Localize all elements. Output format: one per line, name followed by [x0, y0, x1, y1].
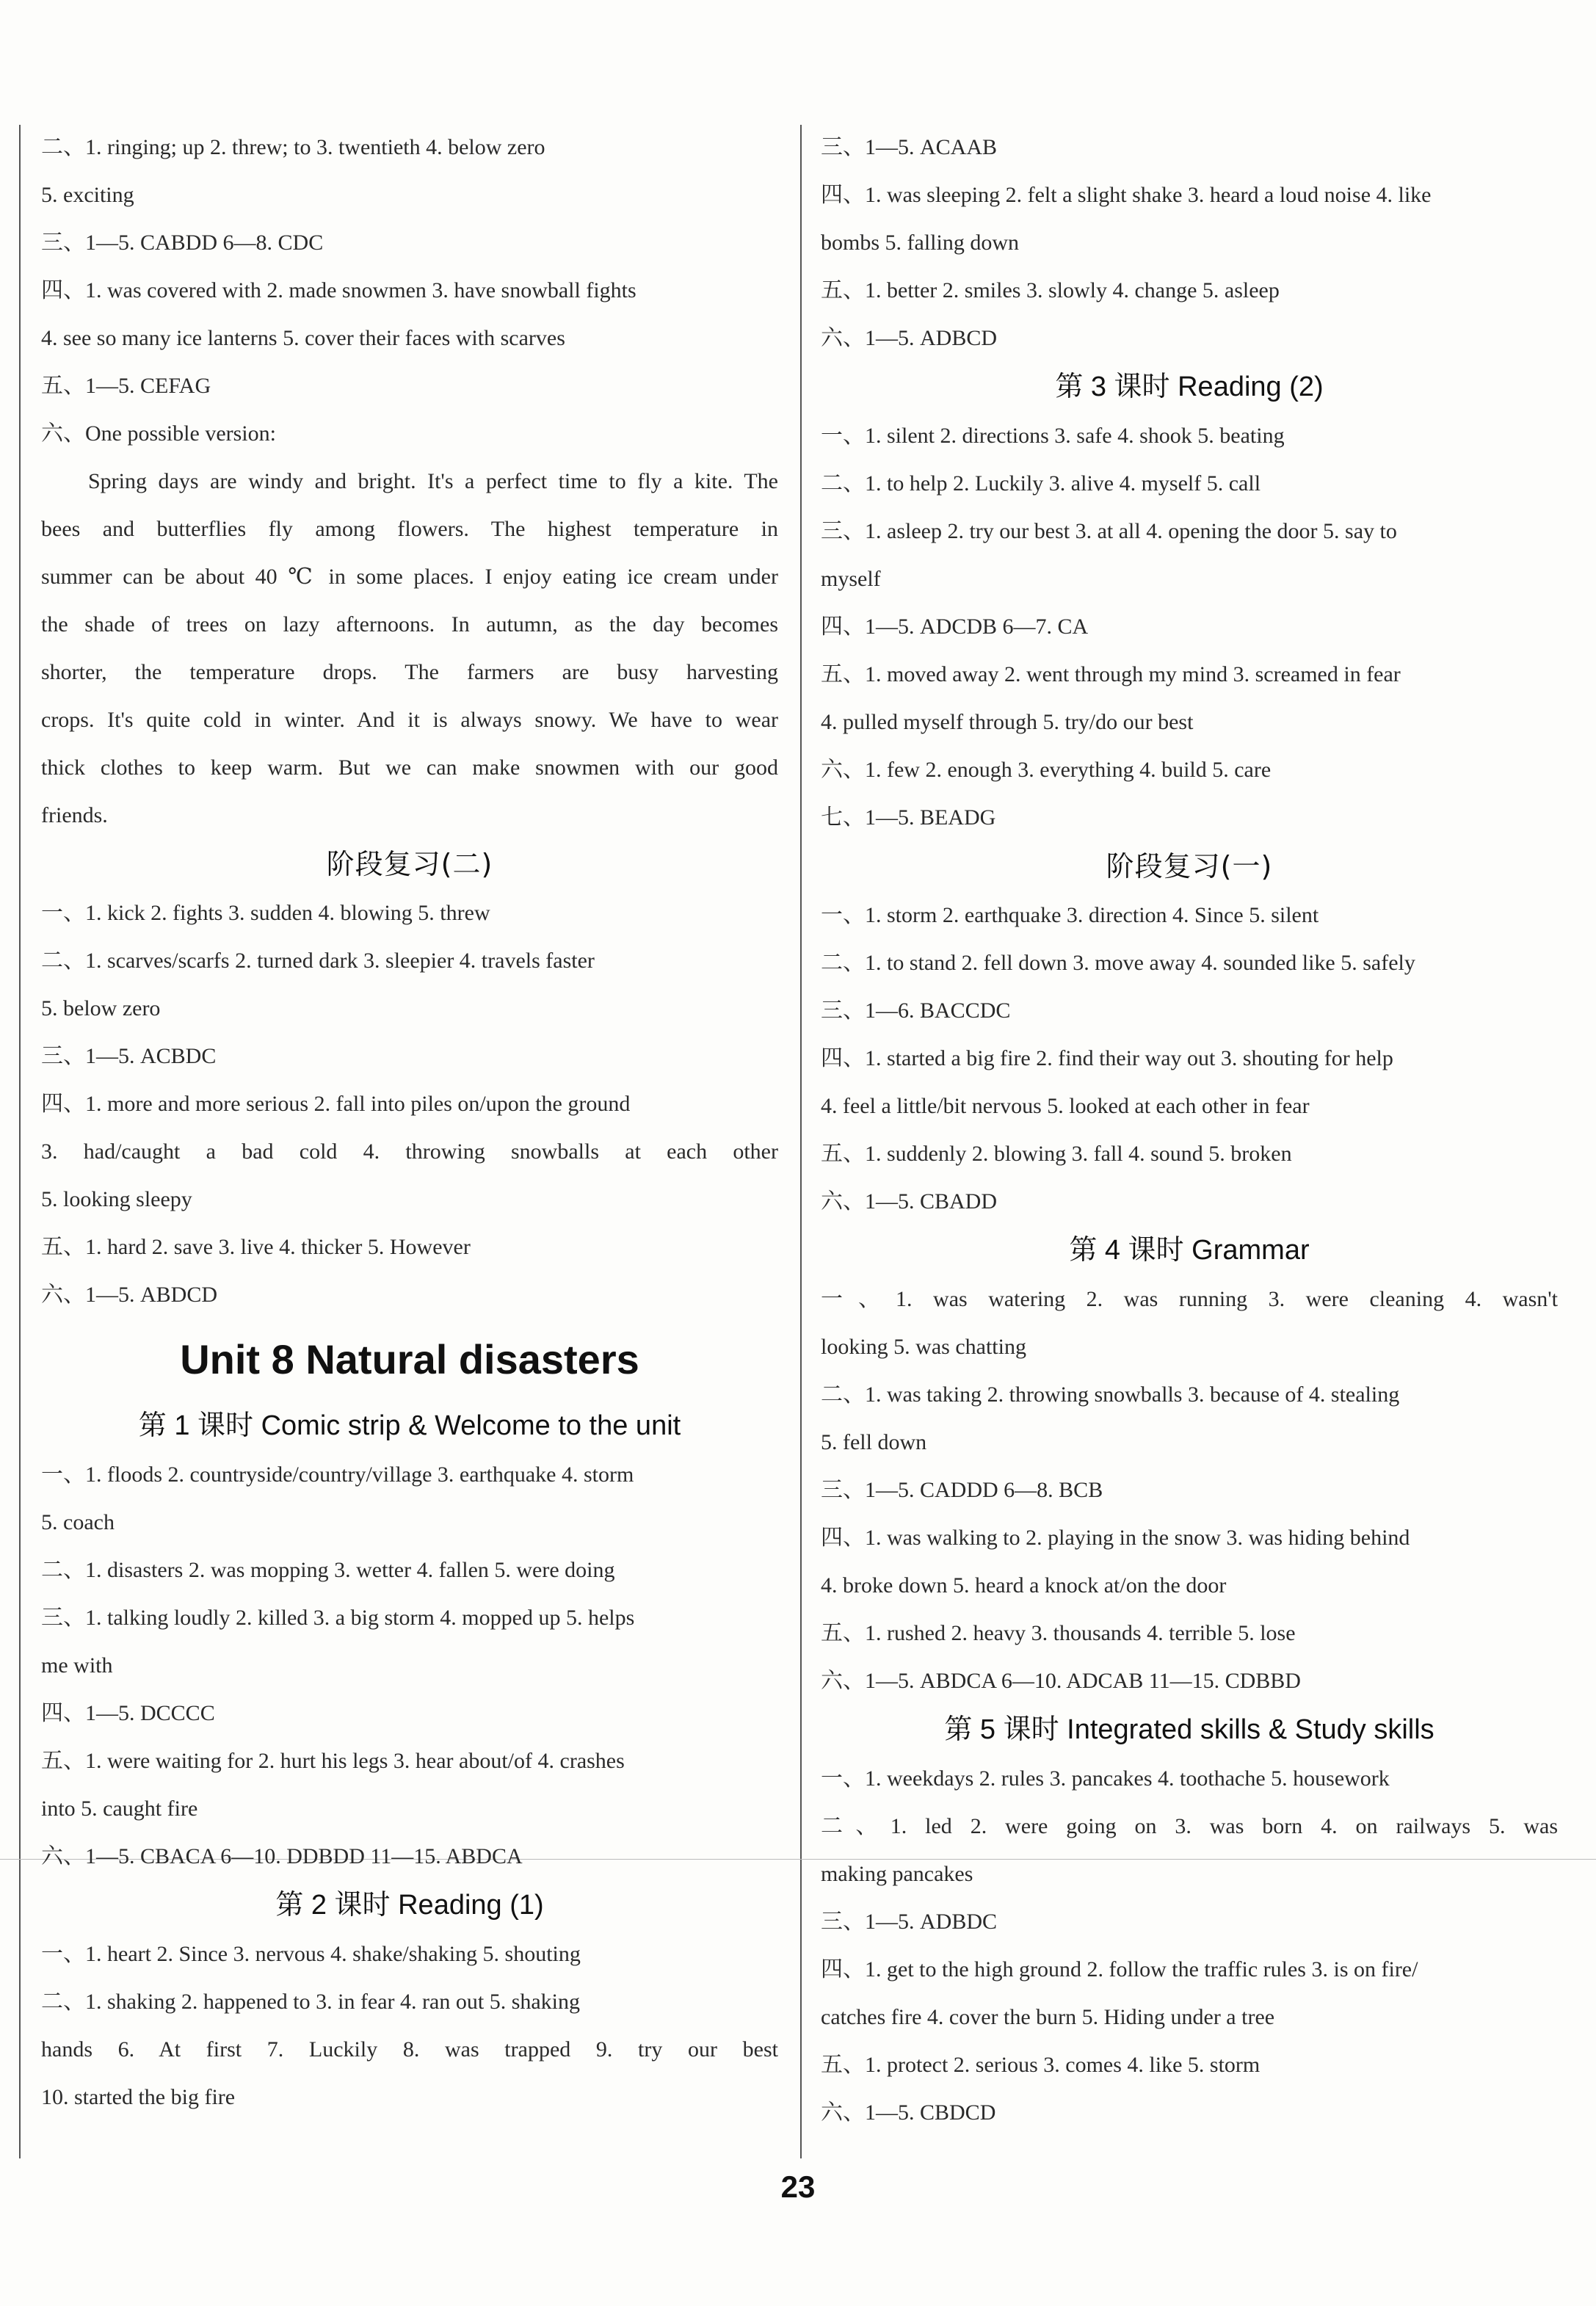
lesson-heading: 第 1 课时 Comic strip & Welcome to the unit	[138, 1410, 681, 1441]
answer-line: 三、1—6. BACCDC	[821, 998, 1011, 1023]
answer-line: 二、1. led 2. were going on 3. was born 4. on railways 5. was	[821, 1814, 1558, 1838]
lesson-heading: 第 3 课时 Reading (2)	[1055, 371, 1324, 402]
answer-line: 二、1. ringing; up 2. threw; to 3. twentieth 4. below zero	[41, 135, 545, 159]
answer-line: 五、1. better 2. smiles 3. slowly 4. change 5. asleep	[821, 278, 1280, 302]
answer-line: bees and butterflies fly among flowers. The highest temperature in	[41, 517, 778, 541]
answer-line: looking 5. was chatting	[821, 1335, 1026, 1359]
answer-line: hands 6. At first 7. Luckily 8. was trapped 9. try our best	[41, 2037, 778, 2062]
answer-line: 六、One possible version:	[41, 421, 276, 446]
answer-line: 5. exciting	[41, 183, 134, 207]
answer-line: 3. had/caught a bad cold 4. throwing snowballs at each other	[41, 1139, 778, 1164]
answer-line: 五、1. moved away 2. went through my mind 3. screamed in fear	[821, 662, 1401, 686]
answer-line: 六、1—5. ABDCD	[41, 1283, 218, 1307]
answer-line: 4. broke down 5. heard a knock at/on the door	[821, 1573, 1227, 1598]
answer-line: 二、1. to help 2. Luckily 3. alive 4. myself 5. call	[821, 471, 1261, 496]
review-heading: 阶段复习(二)	[326, 848, 493, 880]
answer-line: 二、1. scarves/scarfs 2. turned dark 3. sleepier 4. travels faster	[41, 949, 595, 973]
answer-line: 一、1. floods 2. countryside/country/village 3. earthquake 4. storm	[41, 1462, 634, 1487]
answer-line: 一、1. silent 2. directions 3. safe 4. shook 5. beating	[821, 424, 1285, 448]
page-number: 23	[780, 2169, 816, 2204]
answer-line: 五、1. rushed 2. heavy 3. thousands 4. terrible 5. lose	[821, 1621, 1296, 1645]
answer-line: 四、1—5. DCCCC	[41, 1701, 215, 1725]
lesson-heading: 第 2 课时 Reading (1)	[275, 1890, 544, 1921]
answer-line: 三、1. asleep 2. try our best 3. at all 4. opening the door 5. say to	[821, 519, 1397, 543]
answer-line: 一、1. heart 2. Since 3. nervous 4. shake/shaking 5. shouting	[41, 1942, 581, 1966]
answer-line: 三、1—5. ADBDC	[821, 1910, 998, 1934]
answer-line: Spring days are windy and bright. It's a perfect time to fly a kite. The	[88, 469, 778, 493]
answer-line: 六、1—5. CBADD	[821, 1189, 998, 1214]
answer-line: 五、1. protect 2. serious 3. comes 4. like 5. storm	[821, 2053, 1261, 2077]
answer-line: 二、1. shaking 2. happened to 3. in fear 4. ran out 5. shaking	[41, 1990, 581, 2014]
answer-line: 三、1—5. ACBDC	[41, 1044, 217, 1068]
answer-line: 二、1. was taking 2. throwing snowballs 3. because of 4. stealing	[821, 1382, 1400, 1407]
answer-line: 一、1. kick 2. fights 3. sudden 4. blowing 5. threw	[41, 901, 490, 925]
answer-line: 4. see so many ice lanterns 5. cover their faces with scarves	[41, 326, 565, 350]
answer-line: 4. feel a little/bit nervous 5. looked at each other in fear	[821, 1094, 1310, 1118]
answer-line: 六、1—5. CBACA 6—10. DDBDD 11—15. ABDCA	[41, 1844, 523, 1868]
answer-line: 四、1. was sleeping 2. felt a slight shake 3. heard a loud noise 4. like	[821, 183, 1432, 207]
answer-line: into 5. caught fire	[41, 1796, 198, 1821]
answer-line: 5. fell down	[821, 1430, 927, 1454]
answer-line: the shade of trees on lazy afternoons. In autumn, as the day becomes	[41, 612, 778, 637]
answer-line: 三、1—5. CABDD 6—8. CDC	[41, 231, 324, 255]
answer-line: 七、1—5. BEADG	[821, 805, 996, 830]
right-column	[821, 123, 1558, 2136]
answer-line: 5. coach	[41, 1510, 115, 1534]
answer-line: me with	[41, 1653, 113, 1678]
review-heading: 阶段复习(一)	[1106, 850, 1273, 882]
answer-line: 二、1. to stand 2. fell down 3. move away 4. sounded like 5. safely	[821, 951, 1415, 975]
answer-line: 六、1—5. ADBCD	[821, 326, 998, 350]
answer-line: shorter, the temperature drops. The farmers are busy harvesting	[41, 660, 778, 684]
answer-line: 五、1. hard 2. save 3. live 4. thicker 5. However	[41, 1235, 471, 1259]
answer-line: 一、1. was watering 2. was running 3. were cleaning 4. wasn't	[821, 1287, 1558, 1311]
unit-title: Unit 8 Natural disasters	[180, 1336, 639, 1382]
answer-line: 五、1—5. CEFAG	[41, 374, 211, 398]
answer-line: 二、1. disasters 2. was mopping 3. wetter 4. fallen 5. were doing	[41, 1558, 615, 1582]
left-margin-rule	[19, 125, 21, 2158]
lesson-heading: 第 4 课时 Grammar	[1069, 1235, 1310, 1266]
answer-line: 一、1. weekdays 2. rules 3. pancakes 4. toothache 5. housework	[821, 1766, 1390, 1791]
answer-line: friends.	[41, 803, 108, 827]
answer-line: 一、1. storm 2. earthquake 3. direction 4. Since 5. silent	[821, 903, 1319, 927]
answer-line: 三、1—5. CADDD 6—8. BCB	[821, 1478, 1103, 1502]
left-column	[41, 123, 778, 2121]
answer-line: bombs 5. falling down	[821, 231, 1019, 255]
answer-line: 四、1. get to the high ground 2. follow the traffic rules 3. is on fire/	[821, 1957, 1418, 1982]
answer-line: 10. started the big fire	[41, 2085, 236, 2109]
answer-line: 5. looking sleepy	[41, 1187, 192, 1211]
answer-line: making pancakes	[821, 1862, 973, 1886]
answer-line: 四、1. was covered with 2. made snowmen 3. have snowball fights	[41, 278, 636, 302]
answer-line: 四、1. more and more serious 2. fall into piles on/upon the ground	[41, 1092, 631, 1116]
answer-line: 四、1. was walking to 2. playing in the snow 3. was hiding behind	[821, 1526, 1410, 1550]
answer-line: summer can be about 40 ℃ in some places. I enjoy eating ice cream under	[41, 565, 778, 589]
answer-line: 四、1. started a big fire 2. find their way out 3. shouting for help	[821, 1046, 1393, 1070]
column-divider	[800, 125, 802, 2158]
answer-line: 六、1. few 2. enough 3. everything 4. build 5. care	[821, 758, 1272, 782]
answer-line: 4. pulled myself through 5. try/do our best	[821, 710, 1194, 734]
answer-line: 5. below zero	[41, 996, 161, 1020]
answer-line: 三、1—5. ACAAB	[821, 135, 998, 159]
answer-line: 三、1. talking loudly 2. killed 3. a big storm 4. mopped up 5. helps	[41, 1606, 635, 1630]
answer-line: crops. It's quite cold in winter. And it is always snowy. We have to wear	[41, 708, 778, 732]
answer-line: 六、1—5. CBDCD	[821, 2100, 996, 2125]
answer-line: myself	[821, 567, 881, 591]
lesson-heading: 第 5 课时 Integrated skills & Study skills	[944, 1714, 1434, 1745]
answer-line: 六、1—5. ABDCA 6—10. ADCAB 11—15. CDBBD	[821, 1669, 1301, 1693]
answer-line: 五、1. were waiting for 2. hurt his legs 3. hear about/of 4. crashes	[41, 1749, 625, 1773]
answer-line: catches fire 4. cover the burn 5. Hiding under a tree	[821, 2005, 1275, 2029]
answer-line: thick clothes to keep warm. But we can make snowmen with our good	[41, 755, 778, 780]
answer-line: 四、1—5. ADCDB 6—7. CA	[821, 614, 1089, 639]
answer-line: 五、1. suddenly 2. blowing 3. fall 4. sound 5. broken	[821, 1142, 1292, 1166]
